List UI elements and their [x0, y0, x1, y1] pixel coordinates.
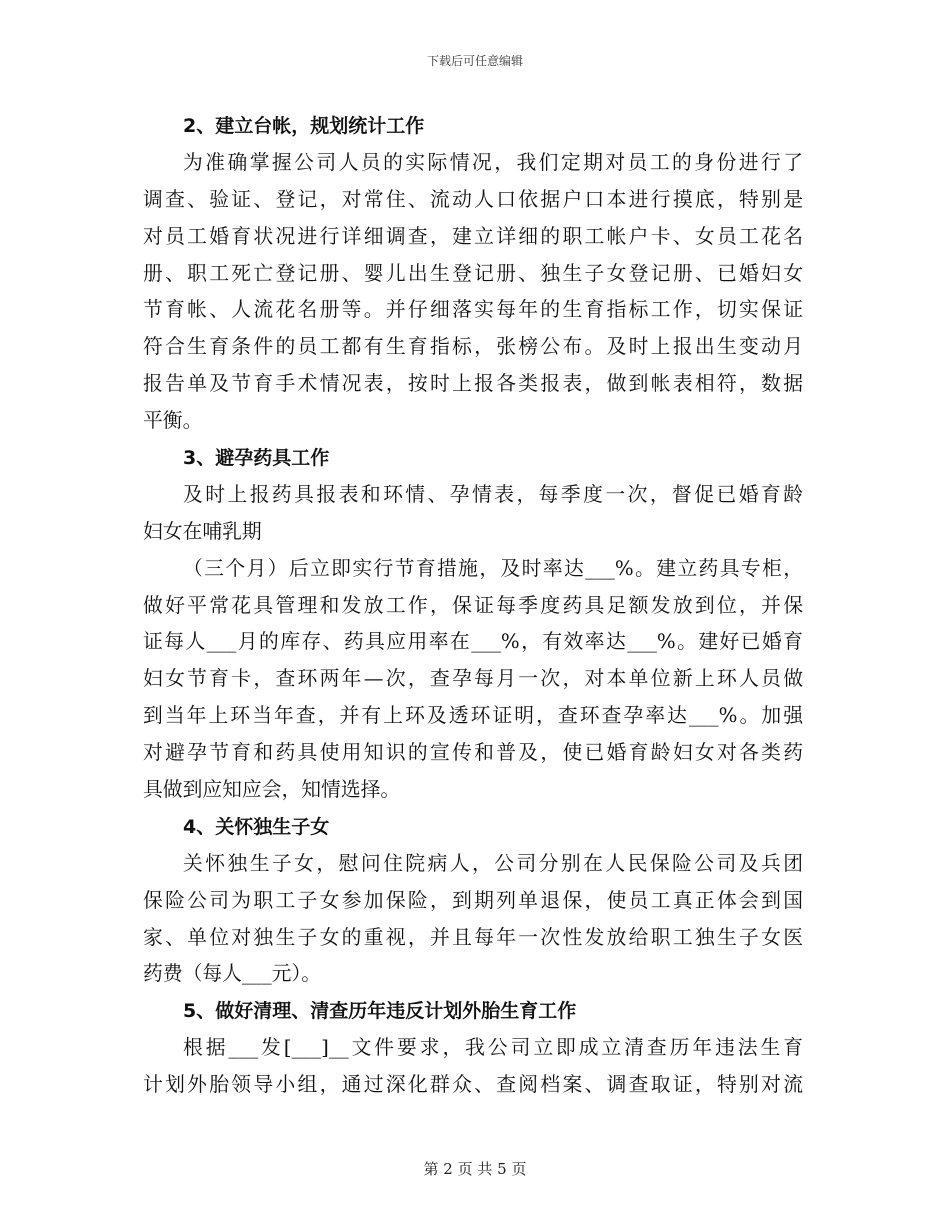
- text-line: 根据___发[___]__文件要求，我公司立即成立清查历年违法生育: [183, 1036, 803, 1060]
- text-line: 妇女节育卡，查环两年—次，查孕每月一次，对本单位新上环人员做: [143, 667, 803, 691]
- text-line: （三个月）后立即实行节育措施，及时率达___%。建立药具专柜，: [183, 556, 803, 580]
- text-line: 报告单及节育手术情况表，按时上报各类报表，做到帐表相符，数据: [143, 372, 803, 396]
- text-line: 妇女在哺乳期: [143, 519, 262, 543]
- page-header: 下载后可任意编辑: [426, 54, 523, 68]
- text-line: 为准确掌握公司人员的实际情况，我们定期对员工的身份进行了: [183, 150, 803, 174]
- document-body: [143, 108, 803, 1104]
- text-line: 计划外胎领导小组，通过深化群众、查阅档案、调查取证，特别对流: [143, 1073, 803, 1097]
- text-line: 做好平常花具管理和发放工作，保证每季度药具足额发放到位，并保: [143, 593, 803, 617]
- text-line: 平衡。: [143, 409, 203, 433]
- section-heading: 2、建立台帐，规划统计工作: [183, 115, 425, 137]
- text-line: 调查、验证、登记，对常住、流动人口依据户口本进行摸底，特别是: [143, 187, 803, 211]
- section-heading: 3、避孕药具工作: [183, 447, 330, 470]
- section-heading: 5、做好清理、清查历年违反计划外胎生育工作: [183, 1000, 577, 1023]
- text-line: 关怀独生子女，慰问住院病人，公司分别在人民保险公司及兵团: [183, 851, 803, 875]
- text-line: 对避孕节育和药具使用知识的宣传和普及，使已婚育龄妇女对各类药: [143, 741, 803, 765]
- text-line: 符合生育条件的员工都有生育指标，张榜公布。及时上报出生变动月: [143, 335, 803, 359]
- text-line: 家、单位对独生子女的重视，并且每年一次性发放给职工独生子女医: [143, 925, 803, 949]
- text-line: 到当年上环当年查，并有上环及透环证明，查环查孕率达___%。加强: [143, 704, 803, 728]
- text-line: 具做到应知应会，知情选择。: [143, 778, 401, 802]
- text-line: 保险公司为职工子女参加保险，到期列单退保，使员工真正体会到国: [143, 888, 803, 912]
- text-line: 册、职工死亡登记册、婴儿出生登记册、独生子女登记册、已婚妇女: [143, 261, 803, 285]
- text-line: 证每人___月的库存、药具应用率在___%，有效率达___%。建好已婚育: [143, 630, 803, 654]
- text-line: 对员工婚育状况进行详细调查，建立详细的职工帐户卡、女员工花名: [143, 224, 803, 248]
- section-heading: 4、关怀独生子女: [183, 815, 330, 838]
- page-footer: 第 2 页 共 5 页: [423, 1160, 527, 1178]
- text-line: 药费（每人___元）。: [143, 962, 322, 986]
- text-line: 及时上报药具报表和环情、孕情表，每季度一次，督促已婚育龄: [183, 482, 803, 506]
- text-line: 节育帐、人流花名册等。并仔细落实每年的生育指标工作，切实保证: [143, 298, 803, 322]
